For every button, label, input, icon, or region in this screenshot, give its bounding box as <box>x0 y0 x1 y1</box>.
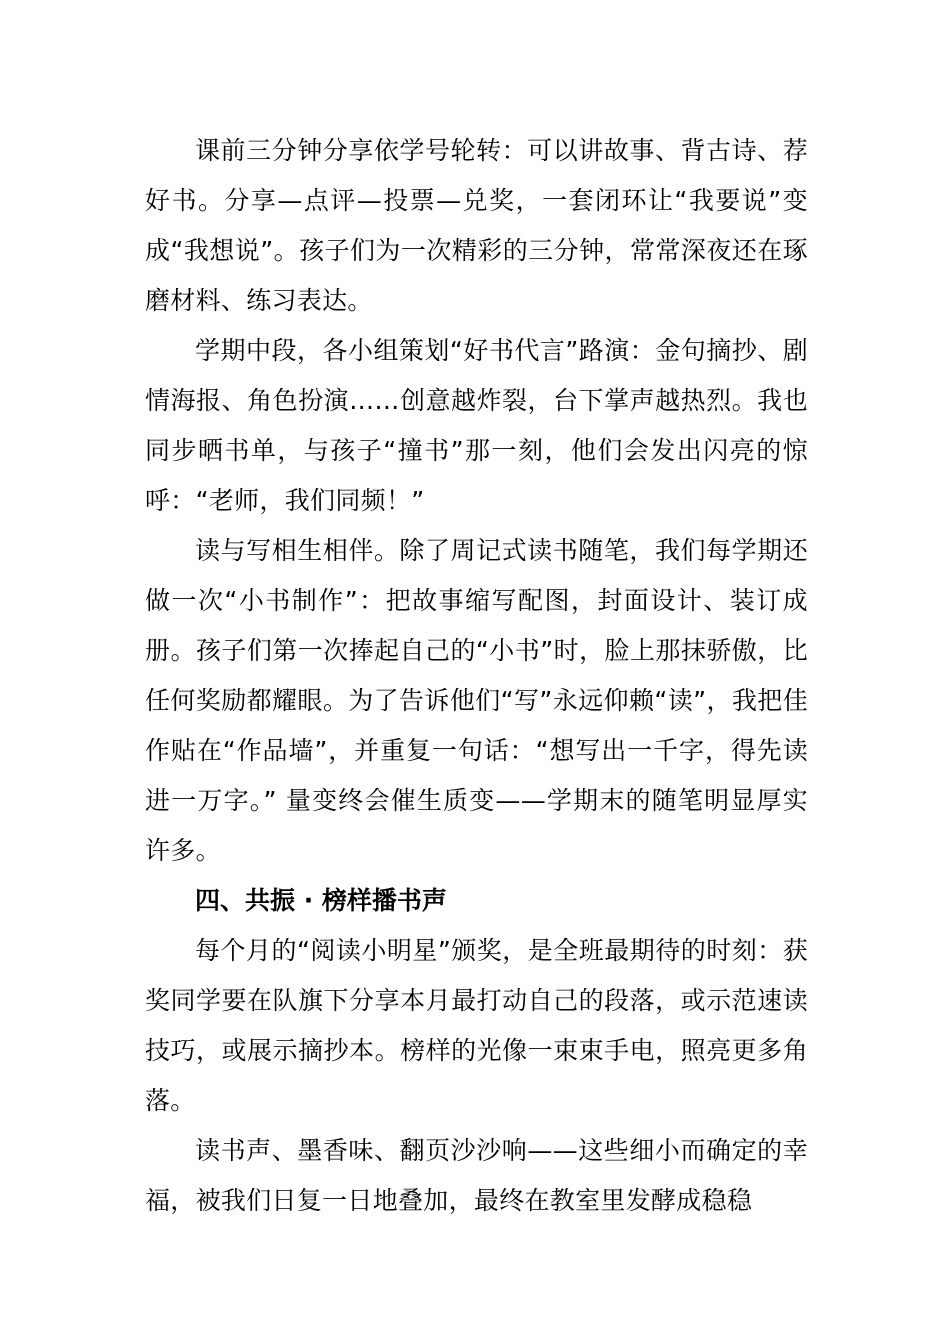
section-heading: 四、共振 · 榜样播书声 <box>195 886 447 915</box>
paragraph-reading-and-writing: 读与写相生相伴。除了周记式读书随笔，我们每学期还做一次“小书制作”：把故事缩写配图，封面设计、装订成册。孩子们第一次捧起自己的“小书”时，脸上那抹骄傲，比任何奖励都耀眼。为了告诉他们“写”永远仰赖“读”，我把佳作贴在“作品墙”，并重复一句话：“想写出一千字，得先读进一万字。” 量变终会催生质变——学期末的随笔明显厚实许多。 <box>145 536 808 865</box>
document-page <box>145 126 808 1226</box>
paragraph-closing: 读书声、墨香味、翻页沙沙响——这些细小而确定的幸福，被我们日复一日地叠加，最终在教室里发酵成稳稳 <box>145 1136 808 1215</box>
paragraph-book-roadshow: 学期中段，各小组策划“好书代言”路演：金句摘抄、剧情海报、角色扮演……创意越炸裂，台下掌声越热烈。我也同步晒书单，与孩子“撞书”那一刻，他们会发出闪亮的惊呼：“老师，我们同频！” <box>145 336 808 515</box>
paragraph-reading-star: 每个月的“阅读小明星”颁奖，是全班最期待的时刻：获奖同学要在队旗下分享本月最打动自己的段落，或示范速读技巧，或展示摘抄本。榜样的光像一束束手电，照亮更多角落。 <box>145 936 808 1115</box>
paragraph-three-minute-sharing: 课前三分钟分享依学号轮转：可以讲故事、背古诗、荐好书。分享—点评—投票—兑奖，一套闭环让“我要说”变成“我想说”。孩子们为一次精彩的三分钟，常常深夜还在琢磨材料、练习表达。 <box>145 136 808 315</box>
